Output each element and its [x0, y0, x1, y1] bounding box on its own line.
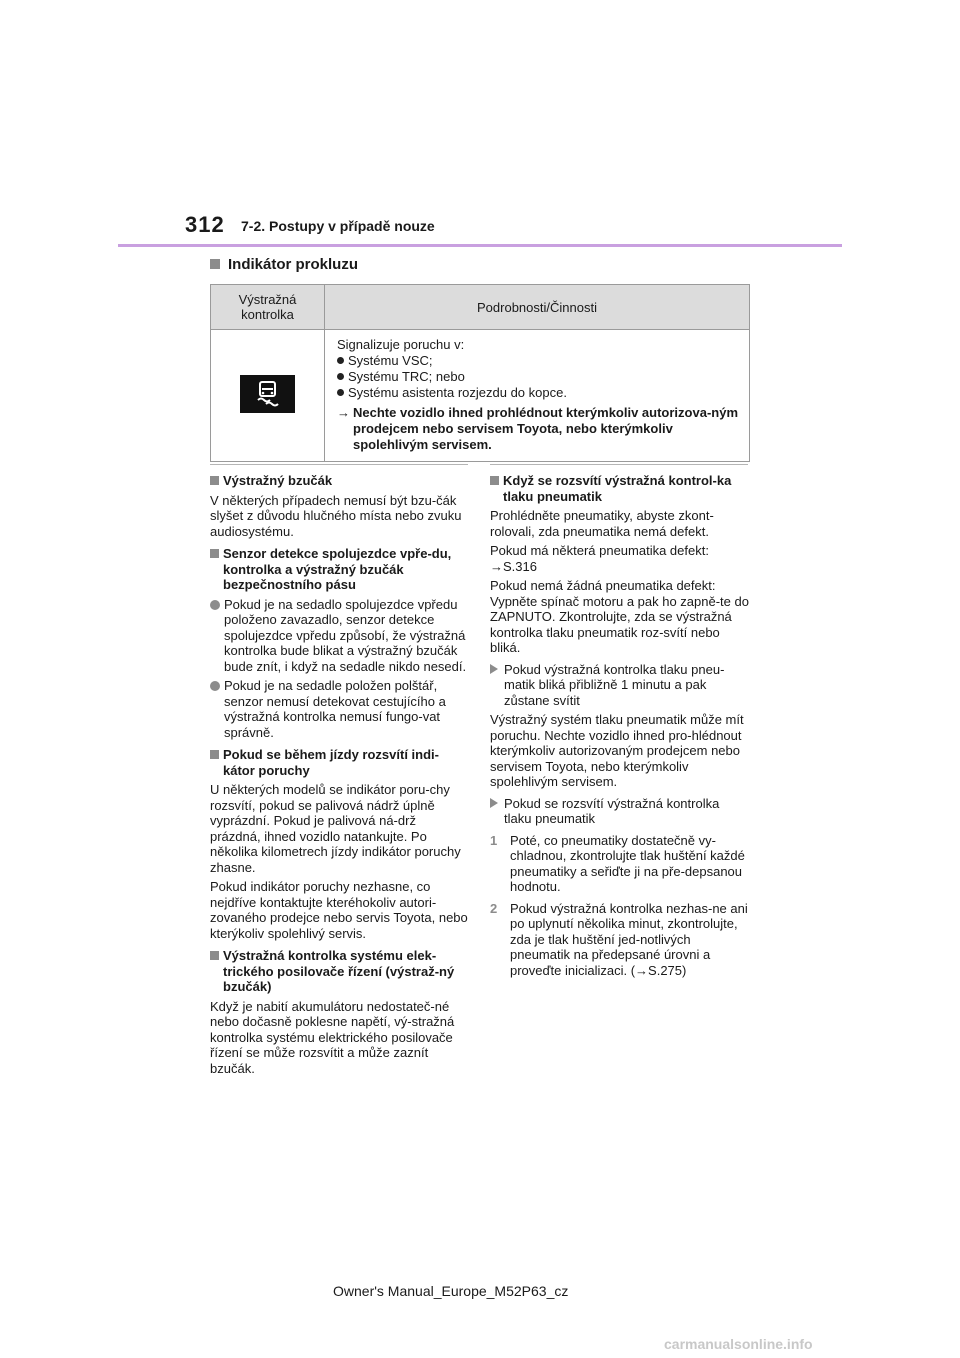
paragraph: V některých případech nemusí být bzu-čák slyšet z důvodu hlučného místa nebo zvuku audiosystému. [210, 492, 462, 539]
list-item: Systému TRC; nebo [337, 369, 741, 385]
circle-bullet-icon [210, 600, 220, 610]
list-item: Systému asistenta rozjezdu do kopce. [337, 385, 741, 401]
paragraph: Výstražný systém tlaku pneumatik může mít poruchu. Nechte vozidlo ihned pro-hlédnout kterýmkoliv autorizovaným prodejcem nebo servisem Toyota, nebo kterýmkoliv spolehlivým servisem. [490, 712, 744, 789]
subheading: Když se rozsvítí výstražná kontrol-ka tlaku pneumatik [490, 473, 750, 504]
paragraph: Když je nabití akumulátoru nedostateč-né nebo dočasně poklesne napětí, vý-stražná kontrolka systému elektrického posilovače řízení se může rozsvítit a může zaznít bzučák. [210, 998, 455, 1076]
left-column [210, 466, 470, 1076]
square-bullet-icon [210, 259, 220, 269]
square-bullet-icon [210, 476, 219, 485]
chapter-title: 7-2. Postupy v případě nouze [241, 218, 435, 234]
icon-cell [211, 330, 325, 462]
paragraph: Pokud indikátor poruchy nezhasne, co nejdříve kontaktujte kteréhokoliv autori-zovaného prodejce nebo servis Toyota, nebo kterýkoliv spolehlivý servis. [210, 879, 468, 941]
square-bullet-icon [210, 750, 219, 759]
paragraph: Prohlédněte pneumatiky, abyste zkont-rolovali, zda pneumatika nemá defekt. [490, 508, 714, 539]
subheading: Výstražný bzučák [210, 473, 470, 489]
details-intro: Signalizuje poruchu v: [337, 337, 465, 352]
details-cell [325, 330, 750, 462]
square-bullet-icon [210, 951, 219, 960]
slip-indicator-icon [240, 375, 295, 413]
arrow-icon: → [337, 405, 350, 420]
subheading: Výstražná kontrolka systému elek-trického posilovače řízení (výstraž-ný bzučák) [210, 948, 470, 995]
divider [490, 464, 748, 465]
footer-text: Owner's Manual_Europe_M52P63_cz [333, 1283, 569, 1299]
list-item: Pokud výstražná kontrolka tlaku pneu-matik bliká přibližně 1 minutu a pak zůstane svítit [490, 662, 750, 709]
section-title-text: Indikátor prokluzu [228, 256, 359, 273]
divider [210, 464, 468, 465]
paragraph: U některých modelů se indikátor poru-chy rozsvítí, pokud se palivová nádrž úplně vyprázdní. Pokud je palivová ná-drž prázdná, ihned vozidlo natankujte. Po několika kilometrech jízdy indikátor poruchy zhasne. [210, 782, 461, 875]
right-column [490, 466, 750, 978]
triangle-bullet-icon [490, 664, 498, 674]
table-header-details: Podrobnosti/Činnosti [325, 285, 750, 330]
watermark: carmanualsonline.info [664, 1336, 813, 1352]
page-number: 312 [185, 212, 225, 237]
list-item: Pokud se rozsvítí výstražná kontrolka tlaku pneumatik [490, 796, 750, 827]
bullet-dot-icon [337, 373, 344, 380]
header-rule [118, 244, 842, 247]
section-title [210, 256, 358, 273]
warning-light-table [210, 284, 750, 462]
step-item: 2 Pokud výstražná kontrolka nezhas-ne ani po uplynutí několika minut, zkontrolujte, zda je tlak huštění jed-notlivých pneumatik na předepsané úrovni a proveďte inicializaci. (→S.275) [490, 900, 748, 978]
list-item: Pokud je na sedadle položen polštář, senzor nemusí detekovat cestujícího a výstražná kontrolka nemusí fungo-vat správně. [210, 678, 470, 740]
square-bullet-icon [490, 476, 499, 485]
list-item: Systému VSC; [337, 353, 741, 369]
paragraph: Pokud má některá pneumatika defekt: →S.316 [490, 543, 709, 574]
step-item: 1 Poté, co pneumatiky dostatečně vy-chladnou, zkontrolujte tlak huštění každé pneumatiky a seřiďte ji na pře-depsanou hodnotu. [490, 832, 745, 894]
list-item: Pokud je na sedadlo spolujezdce vpředu položeno zavazadlo, senzor detekce spolujezdce vpředu způsobí, že výstražná kontrolka bude blikat a výstražný bzučák bude znít, i když na sedadle nikdo nesedí. [210, 597, 470, 675]
step-number: 1 [490, 832, 498, 848]
triangle-bullet-icon [490, 798, 498, 808]
subheading: Pokud se během jízdy rozsvítí indi-kátor poruchy [210, 747, 470, 778]
table-header-warning-light: Výstražná kontrolka [211, 285, 325, 330]
action-text: → Nechte vozidlo ihned prohlédnout kterýmkoliv autorizova-ným prodejcem nebo servisem Toyota, nebo kterýmkoliv spolehlivým servisem. [337, 405, 738, 452]
square-bullet-icon [210, 549, 219, 558]
subheading: Senzor detekce spolujezdce vpře-du, kontrolka a výstražný bzučák bezpečnostního pásu [210, 546, 470, 593]
step-number: 2 [490, 900, 498, 916]
bullet-dot-icon [337, 357, 344, 364]
paragraph: Pokud nemá žádná pneumatika defekt: Vypněte spínač motoru a pak ho zapně-te do ZAPNUTO. Zkontrolujte, zda se výstražná kontrolka tlaku pneumatik roz-svítí nebo bliká. [490, 578, 749, 655]
bullet-dot-icon [337, 389, 344, 396]
circle-bullet-icon [210, 681, 220, 691]
